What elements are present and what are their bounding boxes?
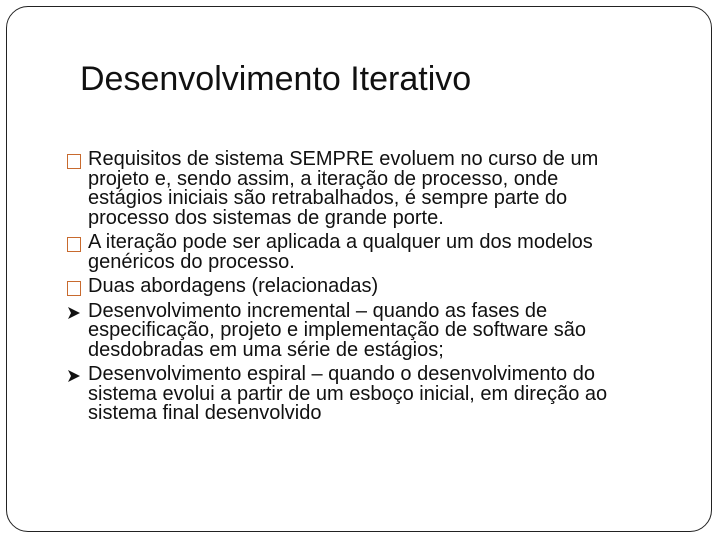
list-item [64, 150, 634, 228]
list-item [64, 277, 634, 297]
list-item-text: Requisitos de sistema SEMPRE evoluem no curso de um projeto e, sendo assim, a iteração de processo, onde estágios iniciais são retrabalhados, é sempre parte do processo dos sistemas de grande porte. [88, 148, 599, 229]
slide-content [64, 150, 634, 429]
list-item-text: A iteração pode ser aplicada a qualquer um dos modelos genéricos do processo. [88, 231, 593, 273]
square-bullet-icon [64, 278, 84, 298]
slide-title: Desenvolvimento Iterativo [80, 60, 472, 98]
square-bullet-icon [64, 151, 84, 171]
list-item-text: Desenvolvimento espiral – quando o desenvolvimento do sistema evolui a partir de um esboço inicial, em direção ao sistema final desenvolvido [88, 363, 608, 424]
arrow-bullet-icon [64, 366, 84, 386]
list-item [64, 299, 634, 361]
list-item [64, 365, 634, 424]
list-item-text: Desenvolvimento incremental – quando as fases de especificação, projeto e implementação de software são desdobradas em uma série de estágios; [88, 299, 587, 361]
list-item [64, 233, 634, 272]
square-bullet-icon [64, 234, 84, 254]
list-item-text: Duas abordagens (relacionadas) [88, 275, 379, 297]
arrow-bullet-icon [64, 303, 84, 323]
